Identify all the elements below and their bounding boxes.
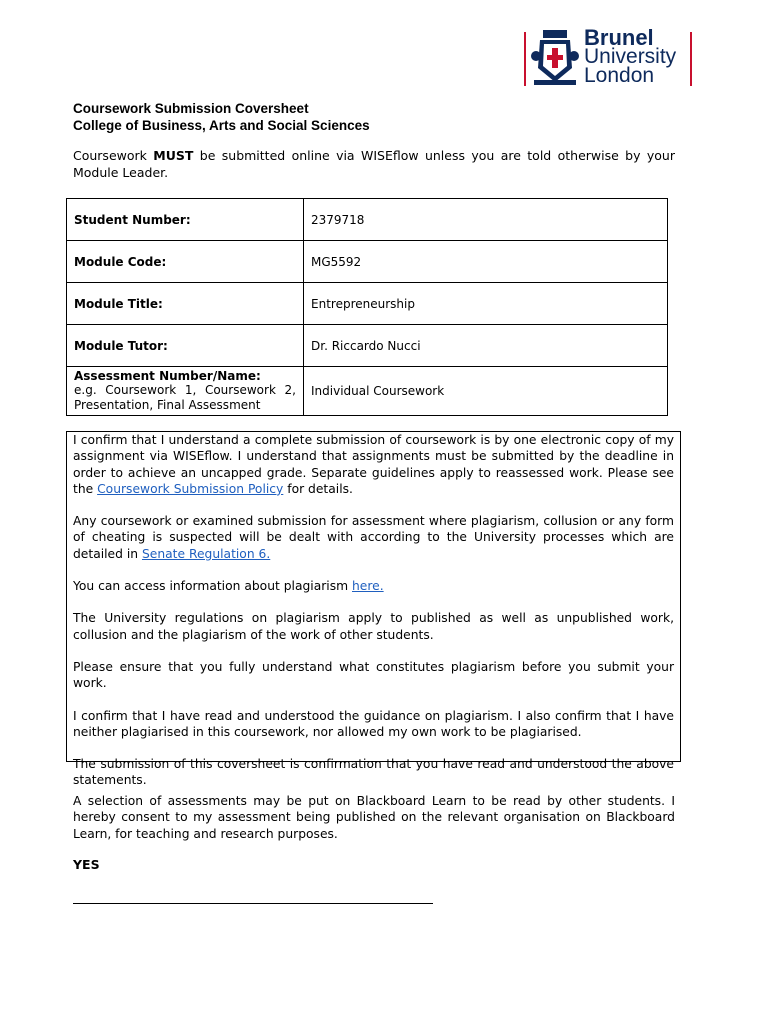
- consent-answer: YES: [73, 857, 100, 872]
- confirm-paragraph-6: I confirm that I have read and understood the guidance on plagiarism. I also confirm that I have neither plagiarised in this coursework, nor allowed my own work to be plagiarised.: [73, 708, 674, 739]
- assessment-label-cell: [67, 367, 304, 416]
- publication-consent-text: A selection of assessments may be put on Blackboard Learn to be read by other students. I hereby consent to my assessment being published on the relevant organisation on Blackboard Learn, for teaching and research purposes.: [73, 794, 675, 841]
- module-title-value: Entrepreneurship: [304, 283, 668, 325]
- module-tutor-label: Module Tutor:: [67, 325, 304, 367]
- module-code-value: MG5592: [304, 241, 668, 283]
- intro-before: Coursework: [73, 148, 154, 163]
- assessment-hint: e.g. Coursework 1, Coursework 2, Presentation, Final Assessment: [74, 383, 296, 412]
- logo-bar-right: [690, 32, 692, 86]
- confirm-paragraph-2: [73, 513, 674, 562]
- module-tutor-value: Dr. Riccardo Nucci: [304, 325, 668, 367]
- table-row: [67, 241, 668, 283]
- confirm-p1-text: I confirm that I understand a complete submission of coursework is by one electronic copy of my assignment via WISEflow. I understand that assignments must be submitted by the deadline in order to achieve an uncapped grade. Separate guidelines apply to reassessed work. Please see the: [73, 433, 674, 496]
- logo-line-1: Brunel: [584, 25, 654, 50]
- intro-paragraph: [73, 148, 675, 181]
- title-line: Coursework Submission Coversheet: [73, 101, 309, 116]
- logo-line-3: London: [584, 64, 655, 87]
- brunel-logo: [524, 25, 696, 90]
- logo-wordmark: [584, 25, 677, 87]
- table-row: [67, 199, 668, 241]
- submission-info-table: [66, 198, 668, 416]
- table-row: [67, 367, 668, 416]
- logo-line-2: University: [584, 45, 677, 68]
- student-number-label: Student Number:: [67, 199, 304, 241]
- confirm-paragraph-4: The University regulations on plagiarism apply to published as well as unpublished work, collusion and the plagiarism of the work of other students.: [73, 611, 674, 642]
- confirm-p2-text: Any coursework or examined submission for assessment where plagiarism, collusion or any form of cheating is suspected will be dealt with according to the University processes which are detailed in: [73, 514, 674, 561]
- confirm-paragraph-1: [73, 432, 674, 497]
- table-row: [67, 325, 668, 367]
- crest-icon: [530, 28, 580, 88]
- coursework-policy-link[interactable]: Coursework Submission Policy: [97, 481, 284, 496]
- assessment-label: Assessment Number/Name:: [74, 369, 261, 383]
- confirm-paragraph-3: [73, 578, 674, 594]
- senate-regulation-link[interactable]: Senate Regulation 6.: [141, 546, 271, 561]
- plagiarism-info-link[interactable]: here.: [352, 579, 384, 594]
- signature-line: [73, 903, 433, 904]
- subtitle-line: College of Business, Arts and Social Sciences: [73, 118, 370, 133]
- confirm-paragraph-5: Please ensure that you fully understand what constitutes plagiarism before you submit your work.: [73, 659, 674, 691]
- intro-after: be submitted online via WISEflow unless you are told otherwise by your Module Leader.: [73, 148, 675, 180]
- logo-bar-left: [524, 32, 526, 86]
- confirm-p1-tail: for details.: [283, 481, 353, 496]
- confirm-p3-text: You can access information about plagiarism: [73, 579, 352, 594]
- table-row: [67, 283, 668, 325]
- module-code-label: Module Code:: [67, 241, 304, 283]
- document-title: [73, 100, 370, 134]
- plagiarism-confirmation-box: [66, 431, 681, 788]
- assessment-value: Individual Coursework: [304, 367, 668, 416]
- confirm-paragraph-7: The submission of this coversheet is confirmation that you have read and understood the above statements.: [73, 757, 674, 788]
- module-title-label: Module Title:: [67, 283, 304, 325]
- intro-emphasis: MUST: [153, 148, 194, 163]
- student-number-value: 2379718: [304, 199, 668, 241]
